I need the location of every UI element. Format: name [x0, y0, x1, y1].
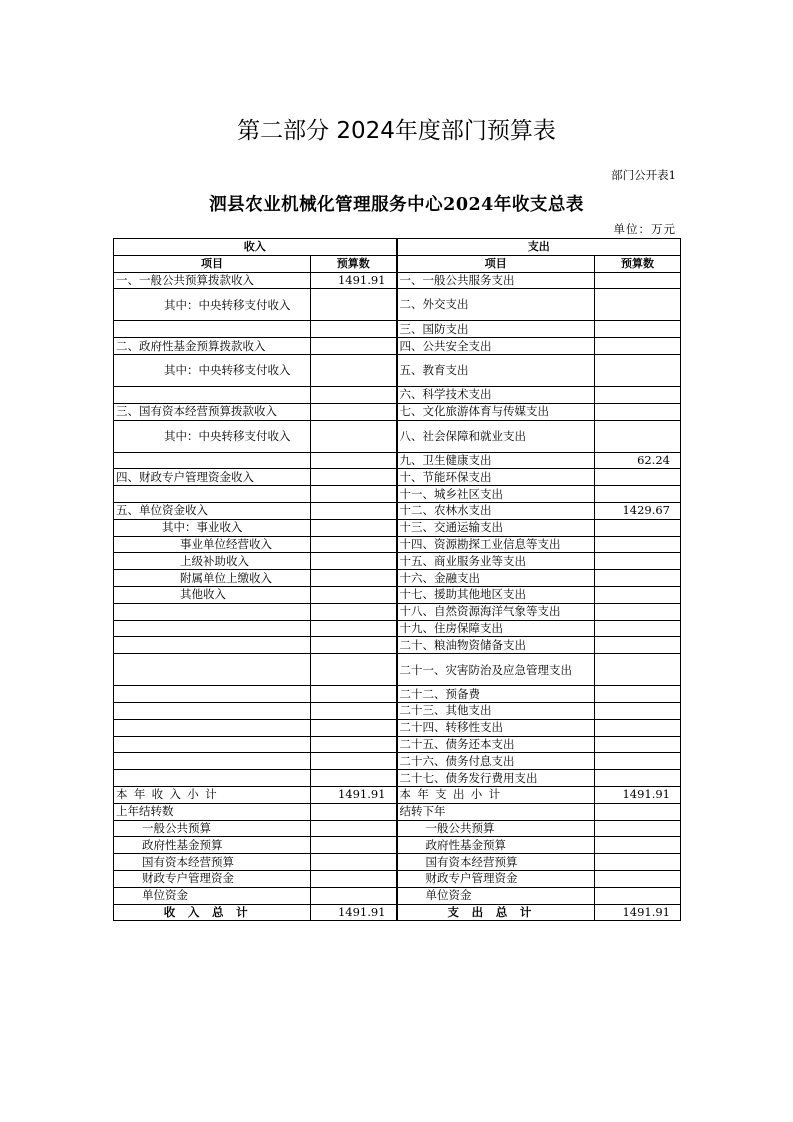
income-item: [114, 321, 311, 338]
income-item: [114, 486, 311, 503]
table-row: [114, 289, 681, 321]
income-amount: [311, 637, 397, 654]
expense-carry-item-amount: [595, 837, 681, 854]
expense-item: 四、公共安全支出: [397, 338, 595, 355]
income-item: 附属单位上缴收入: [114, 570, 311, 587]
income-amount: 1491.91: [311, 272, 397, 289]
income-subtotal-amount: 1491.91: [311, 786, 397, 803]
carry-item-row: [114, 887, 681, 904]
expense-amount: [595, 719, 681, 736]
income-item: [114, 654, 311, 686]
table-row: [114, 536, 681, 553]
expense-carry-item: 单位资金: [397, 887, 595, 904]
expense-amount: 1429.67: [595, 502, 681, 519]
expense-item-header: 项目: [397, 255, 595, 272]
income-amount: [311, 719, 397, 736]
expense-item: 十九、住房保障支出: [397, 620, 595, 637]
expense-amount: [595, 736, 681, 753]
subtotal-row: [114, 786, 681, 803]
expense-item: 十三、交通运输支出: [397, 519, 595, 536]
expense-amount: [595, 686, 681, 703]
table-row: [114, 519, 681, 536]
income-amount: [311, 686, 397, 703]
income-item: [114, 686, 311, 703]
income-amount: [311, 553, 397, 570]
expense-item: 二十、粮油物资储备支出: [397, 637, 595, 654]
expense-item: 三、国防支出: [397, 321, 595, 338]
table-row: [114, 603, 681, 620]
income-amount: [311, 770, 397, 787]
expense-amount: [595, 654, 681, 686]
income-item: 其他收入: [114, 586, 311, 603]
income-amount: [311, 570, 397, 587]
income-carry-item: 一般公共预算: [114, 820, 311, 837]
income-item: [114, 620, 311, 637]
expense-carry-item-amount: [595, 820, 681, 837]
table-row: [114, 570, 681, 587]
expense-carry-label: 结转下年: [397, 803, 595, 820]
expense-amount-header: 预算数: [595, 255, 681, 272]
income-item: 一、一般公共预算拨款收入: [114, 272, 311, 289]
expense-item: 十四、资源勘探工业信息等支出: [397, 536, 595, 553]
table-number: 部门公开表1: [611, 168, 676, 182]
unit-label: 单位：万元: [613, 222, 676, 236]
income-total-label: 收入总计: [114, 904, 311, 921]
expense-carry-item-amount: [595, 870, 681, 887]
income-item: 二、政府性基金预算拨款收入: [114, 338, 311, 355]
expense-header: 支出: [397, 239, 681, 256]
expense-carry-item: 财政专户管理资金: [397, 870, 595, 887]
expense-item: 二十二、预备费: [397, 686, 595, 703]
expense-item: 二十三、其他支出: [397, 702, 595, 719]
table-row: [114, 553, 681, 570]
income-item-header: 项目: [114, 255, 311, 272]
expense-item: 十七、援助其他地区支出: [397, 586, 595, 603]
table-row: [114, 452, 681, 469]
table-row: [114, 637, 681, 654]
income-carry-amount: [311, 803, 397, 820]
expense-amount: [595, 603, 681, 620]
expense-amount: 62.24: [595, 452, 681, 469]
income-amount: [311, 702, 397, 719]
income-amount: [311, 289, 397, 321]
income-item: [114, 753, 311, 770]
income-item: 上级补助收入: [114, 553, 311, 570]
income-subtotal-label: 本年收入小计: [114, 786, 311, 803]
income-amount: [311, 502, 397, 519]
income-header: 收入: [114, 239, 397, 256]
expense-carry-item: 政府性基金预算: [397, 837, 595, 854]
column-header-row: [114, 255, 681, 272]
expense-item: 十一、城乡社区支出: [397, 486, 595, 503]
income-amount: [311, 536, 397, 553]
expense-carry-amount: [595, 803, 681, 820]
income-carry-item-amount: [311, 854, 397, 871]
income-item: [114, 603, 311, 620]
table-row: [114, 736, 681, 753]
income-amount: [311, 321, 397, 338]
income-carry-item: 政府性基金预算: [114, 837, 311, 854]
expense-item: 七、文化旅游体育与传媒支出: [397, 403, 595, 420]
expense-amount: [595, 403, 681, 420]
expense-total-amount: 1491.91: [595, 904, 681, 921]
table-row: [114, 702, 681, 719]
table-title: 泗县农业机械化管理服务中心2024年收支总表: [209, 195, 584, 215]
income-carry-label: 上年结转数: [114, 803, 311, 820]
income-item: 五、单位资金收入: [114, 502, 311, 519]
expense-amount: [595, 586, 681, 603]
income-item: [114, 719, 311, 736]
table-row: [114, 338, 681, 355]
income-carry-item-amount: [311, 820, 397, 837]
table-row: [114, 654, 681, 686]
expense-amount: [595, 272, 681, 289]
table-row: [114, 620, 681, 637]
expense-carry-item-amount: [595, 854, 681, 871]
income-carry-item: 单位资金: [114, 887, 311, 904]
expense-amount: [595, 570, 681, 587]
expense-item: 十八、自然资源海洋气象等支出: [397, 603, 595, 620]
section-header-row: [114, 239, 681, 256]
expense-amount: [595, 386, 681, 403]
income-carry-item-amount: [311, 837, 397, 854]
expense-item: 六、科学技术支出: [397, 386, 595, 403]
table-row: [114, 469, 681, 486]
expense-amount: [595, 620, 681, 637]
income-amount: [311, 736, 397, 753]
income-carry-item-amount: [311, 887, 397, 904]
expense-amount: [595, 321, 681, 338]
table-row: [114, 403, 681, 420]
expense-amount: [595, 702, 681, 719]
expense-amount: [595, 469, 681, 486]
budget-summary-table: [113, 238, 681, 921]
income-item: 三、国有资本经营预算拨款收入: [114, 403, 311, 420]
expense-item: 九、卫生健康支出: [397, 452, 595, 469]
expense-amount: [595, 289, 681, 321]
income-item: [114, 770, 311, 787]
table-row: [114, 321, 681, 338]
income-item: [114, 386, 311, 403]
income-amount: [311, 354, 397, 386]
total-row: [114, 904, 681, 921]
table-row: [114, 719, 681, 736]
expense-subtotal-label: 本年支出小计: [397, 786, 595, 803]
expense-amount: [595, 637, 681, 654]
expense-total-label: 支出总计: [397, 904, 595, 921]
income-amount: [311, 603, 397, 620]
expense-amount: [595, 753, 681, 770]
income-carry-item-amount: [311, 870, 397, 887]
expense-item: 十五、商业服务业等支出: [397, 553, 595, 570]
expense-amount: [595, 486, 681, 503]
income-amount-header: 预算数: [311, 255, 397, 272]
income-item: 其中：中央转移支付收入: [114, 289, 311, 321]
expense-item: 二十四、转移性支出: [397, 719, 595, 736]
income-amount: [311, 420, 397, 452]
expense-item: 八、社会保障和就业支出: [397, 420, 595, 452]
table-row: [114, 770, 681, 787]
carry-item-row: [114, 870, 681, 887]
expense-carry-item: 国有资本经营预算: [397, 854, 595, 871]
expense-subtotal-amount: 1491.91: [595, 786, 681, 803]
income-item: [114, 702, 311, 719]
income-amount: [311, 338, 397, 355]
expense-item: 二十六、债务付息支出: [397, 753, 595, 770]
table-row: [114, 502, 681, 519]
expense-amount: [595, 420, 681, 452]
expense-item: 五、教育支出: [397, 354, 595, 386]
income-item: 事业单位经营收入: [114, 536, 311, 553]
expense-amount: [595, 519, 681, 536]
income-amount: [311, 386, 397, 403]
expense-item: 一、一般公共服务支出: [397, 272, 595, 289]
table-row: [114, 420, 681, 452]
expense-carry-item-amount: [595, 887, 681, 904]
income-total-amount: 1491.91: [311, 904, 397, 921]
expense-item: 二十五、债务还本支出: [397, 736, 595, 753]
expense-carry-item: 一般公共预算: [397, 820, 595, 837]
income-item: [114, 452, 311, 469]
expense-item: 二十七、债务发行费用支出: [397, 770, 595, 787]
income-item: 其中：事业收入: [114, 519, 311, 536]
expense-item: 十二、农林水支出: [397, 502, 595, 519]
income-amount: [311, 452, 397, 469]
expense-amount: [595, 354, 681, 386]
income-amount: [311, 654, 397, 686]
expense-amount: [595, 536, 681, 553]
income-carry-item: 财政专户管理资金: [114, 870, 311, 887]
expense-item: 二十一、灾害防治及应急管理支出: [397, 654, 595, 686]
income-amount: [311, 586, 397, 603]
expense-amount: [595, 553, 681, 570]
expense-item: 二、外交支出: [397, 289, 595, 321]
income-item: [114, 736, 311, 753]
carry-row: [114, 803, 681, 820]
income-amount: [311, 519, 397, 536]
income-amount: [311, 753, 397, 770]
carry-item-row: [114, 854, 681, 871]
page-title: 第二部分 2024年度部门预算表: [237, 118, 556, 144]
carry-item-row: [114, 837, 681, 854]
income-item: 其中：中央转移支付收入: [114, 420, 311, 452]
expense-amount: [595, 338, 681, 355]
income-amount: [311, 469, 397, 486]
income-amount: [311, 403, 397, 420]
carry-item-row: [114, 820, 681, 837]
table-row: [114, 686, 681, 703]
income-carry-item: 国有资本经营预算: [114, 854, 311, 871]
table-row: [114, 486, 681, 503]
income-item: 四、财政专户管理资金收入: [114, 469, 311, 486]
table-row: [114, 386, 681, 403]
table-row: [114, 272, 681, 289]
expense-item: 十六、金融支出: [397, 570, 595, 587]
income-amount: [311, 486, 397, 503]
table-row: [114, 354, 681, 386]
expense-item: 十、节能环保支出: [397, 469, 595, 486]
table-row: [114, 753, 681, 770]
expense-amount: [595, 770, 681, 787]
income-item: [114, 637, 311, 654]
income-item: 其中：中央转移支付收入: [114, 354, 311, 386]
income-amount: [311, 620, 397, 637]
table-row: [114, 586, 681, 603]
